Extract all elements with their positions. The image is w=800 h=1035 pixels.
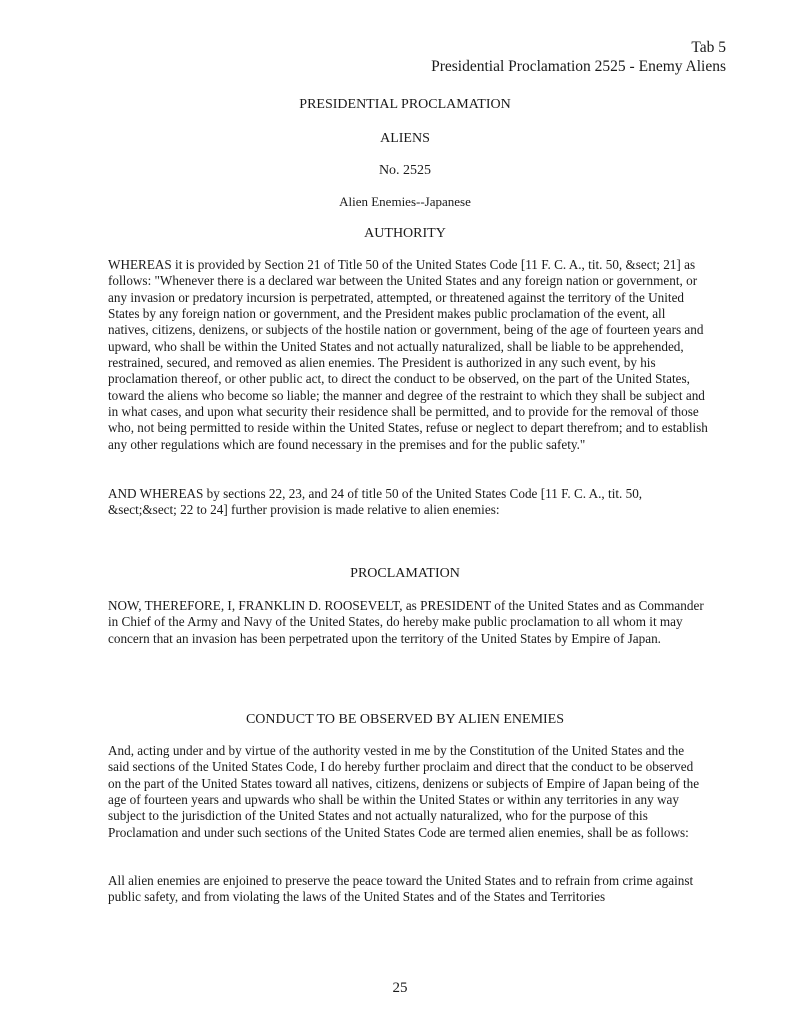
proclamation-number: No. 2525: [378, 163, 432, 178]
enjoined-paragraph: All alien enemies are enjoined to preserve the peace toward the United States and to refrain from crime against public safety, and from violating the laws of the United States and of the States and Territories: [108, 873, 694, 905]
category-heading: ALIENS: [380, 131, 430, 146]
proclamation-heading: PROCLAMATION: [350, 566, 460, 581]
whereas-paragraph-1: WHEREAS it is provided by Section 21 of Title 50 of the United States Code [11 F. C. A., tit. 50, &sect; 21] as follows: "Whenever there is a declared war between the United States and any foreign nation or government, or any invasion or predatory incursion is perpetrated, attempted, or threatened against the territory of the United States by any foreign nation or government, and the President makes public proclamation of the event, all natives, citizens, denizens, or subjects of the hostile nation or government, being of the age of fourteen years and upward, who shall be within the United States and not actually naturalized, shall be liable to be apprehended, restrained, secured, and removed as alien enemies. The President is authorized in any such event, by his proclamation thereof, or other public act, to direct the conduct to be observed, on the part of the United States, toward the aliens who become so liable; the manner and degree of the restraint to which they shall be subject and in what cases, and upon what security their residence shall be permitted, and to provide for the removal of those who, not being permitted to reside within the United States, refuse or neglect to depart therefrom; and to establish any other regulations which are found necessary in the premises and for the public safety.": [108, 257, 708, 452]
tab-label: Tab 5: [691, 39, 726, 56]
now-therefore-paragraph: NOW, THEREFORE, I, FRANKLIN D. ROOSEVELT, as PRESIDENT of the United States and as Commander in Chief of the Army and Navy of the United States, do hereby make public proclamation to all whom it may concern that an invasion has been perpetrated upon the territory of the United States by Empire of Japan.: [108, 598, 704, 646]
document-subtitle: Presidential Proclamation 2525 - Enemy Aliens: [431, 58, 726, 75]
acting-under-paragraph: And, acting under and by virtue of the authority vested in me by the Constitution of the United States and the said sections of the United States Code, I do hereby further proclaim and direct that the conduct to be observed on the part of the United States toward all natives, citizens, denizens or subjects of Empire of Japan being of the age of fourteen years and upwards who shall be within the United States or within any territories in any way subject to the jurisdiction of the United States and not actually naturalized, who for the purpose of this Proclamation and under such sections of the United States Code are termed alien enemies, shall be as follows:: [108, 743, 700, 840]
tab-header: [431, 38, 726, 76]
authority-heading: AUTHORITY: [364, 226, 446, 241]
page-number: 25: [392, 980, 408, 996]
whereas-paragraph-2: AND WHEREAS by sections 22, 23, and 24 of title 50 of the United States Code [11 F. C. A., tit. 50, &sect;&sect; 22 to 24] further provision is made relative to alien enemies:: [108, 486, 643, 518]
conduct-heading: CONDUCT TO BE OBSERVED BY ALIEN ENEMIES: [245, 712, 565, 727]
main-title: PRESIDENTIAL PROCLAMATION: [299, 97, 511, 112]
subject-heading: Alien Enemies--Japanese: [339, 194, 471, 209]
